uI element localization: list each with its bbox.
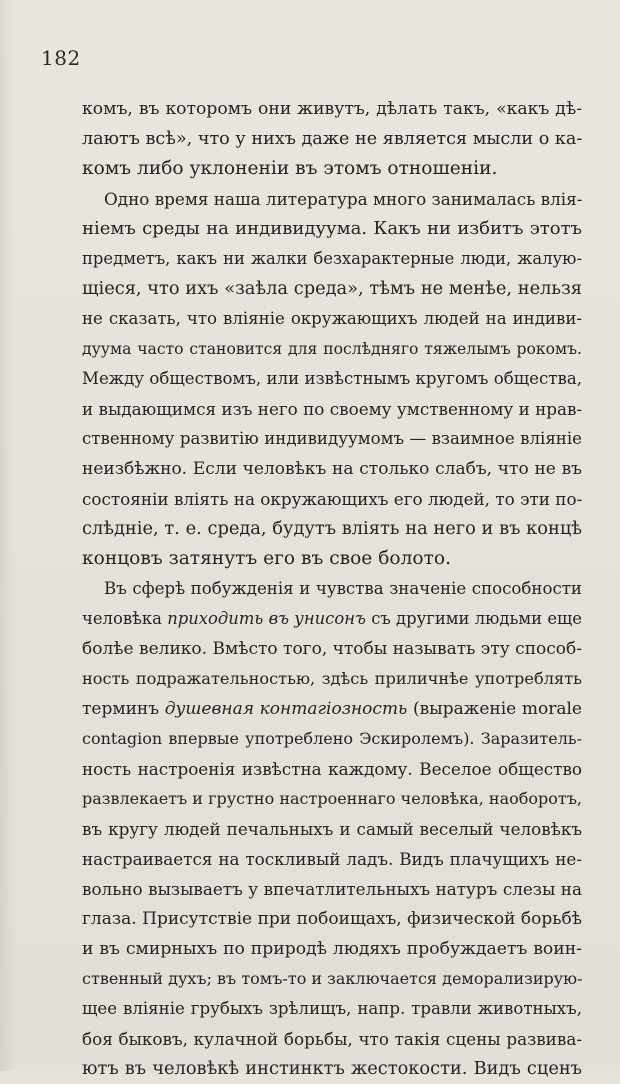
text-line [82,274,582,304]
text-line [82,94,582,124]
text-run: комъ либо уклоненіи въ этомъ отношеніи. [82,158,498,179]
text-line [82,184,582,214]
text-run: (выраженіе morale [407,699,582,719]
text-run: дуума часто становится для послѣдняго тяжелымъ рокомъ. [82,340,582,358]
text-run: щіеся, что ихъ «заѣла среда», тѣмъ не менѣе, нельзя [82,278,582,299]
text-run: Одно время наша литература много занималась влія- [104,189,582,209]
page-number: 182 [41,46,81,70]
text-run: щее вліяніе грубыхъ зрѣлищъ, напр. травли животныхъ, [82,999,582,1018]
text-line [82,1054,582,1084]
text-run: терминъ [82,699,165,719]
text-line [82,634,582,664]
text-line [82,814,582,844]
text-run: неизбѣжно. Если человѣкъ на столько слабъ, что не въ [82,459,582,479]
text-line [82,664,582,694]
text-line [82,844,582,874]
text-run: состояніи вліять на окружающихъ его людей, то эти по- [82,489,582,509]
text-line [82,694,582,724]
text-run: слѣдніе, т. е. среда, будутъ вліять на него и въ концѣ [82,518,582,539]
text-run: и въ смирныхъ по природѣ людяхъ пробуждаетъ воин- [82,939,582,959]
text-run: и выдающимся изъ него по своему умственному и нрав- [82,399,582,419]
text-line [82,994,582,1024]
text-line [82,454,582,484]
text-run: настраивается на тоскливый ладъ. Видъ плачущихъ не- [82,849,582,869]
text-run: ютъ въ человѣкѣ инстинктъ жестокости. Видъ сценъ [82,1058,582,1079]
text-run: ность настроенія извѣстна каждому. Веселое общество [82,759,582,779]
text-run: концовъ затянутъ его въ свое болото. [82,548,452,569]
text-run: глаза. Присутствіе при побоищахъ, физической борьбѣ [82,909,582,929]
text-line [82,154,582,184]
text-run: человѣка [82,609,168,628]
text-line [82,904,582,934]
text-run: болѣе велико. Вмѣсто того, чтобы называть эту способ- [82,639,582,659]
text-run: ственному развитію индивидуумомъ — взаимное вліяніе [82,429,582,448]
text-line [82,484,582,514]
text-line [82,1024,582,1054]
text-run: вольно вызываетъ у впечатлительныхъ натуръ слезы на [82,879,582,899]
text-run: ніемъ среды на индивидуума. Какъ ни избитъ этотъ [82,218,582,239]
text-line [82,244,582,274]
text-line [82,214,582,244]
text-line [82,124,582,154]
text-run: развлекаетъ и грустно настроеннаго человѣка, наоборотъ, [82,789,582,808]
italic-term: приходить въ унисонъ [167,609,366,628]
text-run: съ другими людьми еще [365,609,582,628]
text-run: комъ, въ которомъ они живутъ, дѣлать такъ, «какъ дѣ- [82,99,582,119]
text-line [82,334,582,364]
text-run: боя быковъ, кулачной борьбы, что такія сцены развива- [82,1029,582,1049]
text-line [82,934,582,964]
text-run: не сказать, что вліяніе окружающихъ людей на индиви- [82,309,582,328]
text-line [82,304,582,334]
text-run: Въ сферѣ побужденія и чувства значеніе способности [104,579,582,598]
text-line [82,784,582,814]
text-line [82,874,582,904]
text-run: ственный духъ; въ томъ-то и заключается деморализирую- [82,969,582,988]
text-run: contagion впервые употреблено Эскиролемъ). Заразитель- [82,729,582,748]
text-run: лаютъ всѣ», что у нихъ даже не является мысли о ка- [82,129,582,149]
text-line [82,544,582,574]
text-line [82,604,582,634]
text-run: Между обществомъ, или извѣстнымъ кругомъ общества, [82,369,582,388]
text-line [82,724,582,754]
italic-term: душевная контагіозность [164,699,408,719]
text-line [82,424,582,454]
text-run: въ кругу людей печальныхъ и самый веселый человѣкъ [82,819,582,839]
text-line [82,514,582,544]
text-line [82,754,582,784]
text-line [82,574,582,604]
gutter-shadow [0,0,14,1071]
text-line [82,964,582,994]
text-line [82,364,582,394]
text-run: предметъ, какъ ни жалки безхарактерные люди, жалую- [82,249,582,268]
text-line [82,394,582,424]
text-run: ность подражательностью, здѣсь приличнѣе употреблять [82,669,582,688]
